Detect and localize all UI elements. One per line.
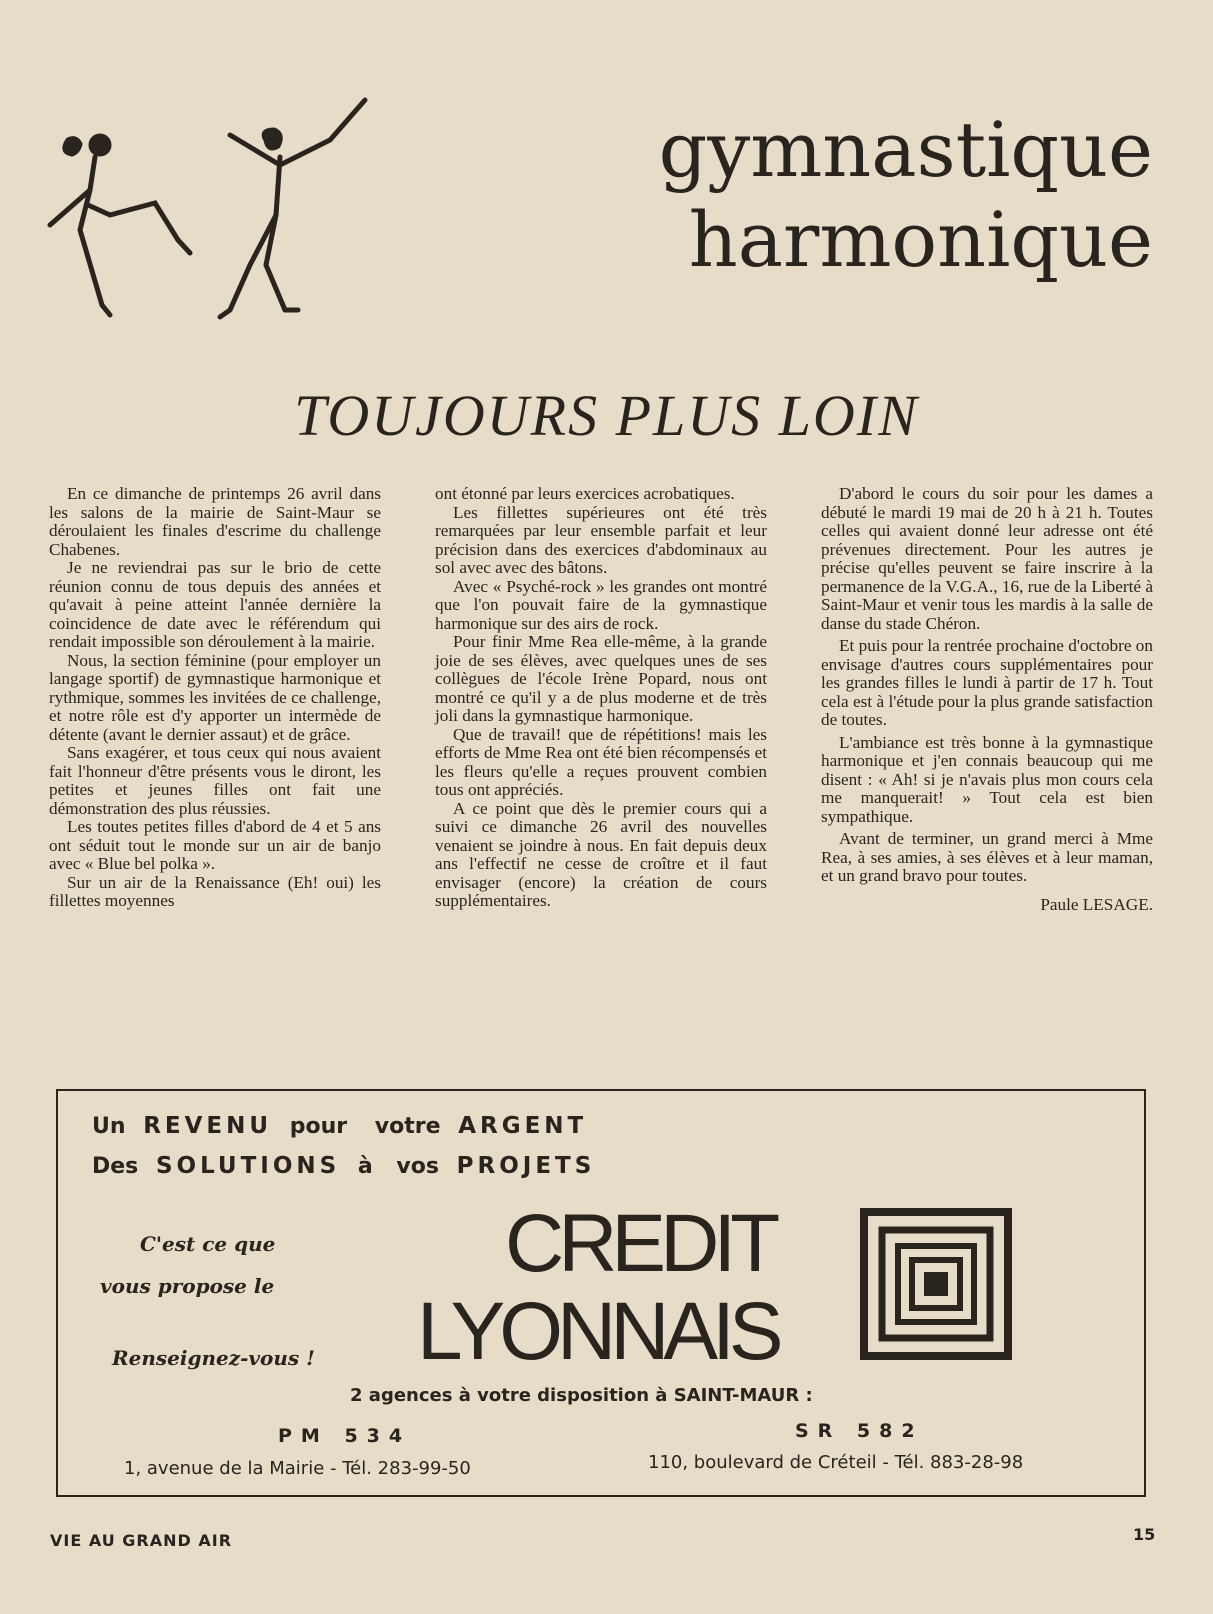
paragraph: En ce dimanche de printemps 26 avril dans les salons de la mairie de Saint-Maur se déroulaient les finales d'escrime du challenge Chabenes. — [49, 484, 381, 559]
paragraph: A ce point que dès le premier cours qui a suivi ce dimanche 26 avril des nouvelles venaient se joindre à nous. En fait depuis deux ans l'effectif ne cesse de croître et il faut envisager (encore) la création de cours supplémentaires. — [435, 798, 767, 910]
ad-word: ARGENT — [458, 1113, 588, 1139]
ad-word: vos — [396, 1154, 439, 1179]
ad-word: PROJETS — [456, 1153, 596, 1179]
branch-1-code: PM 534 — [278, 1425, 412, 1447]
brand-line-1: CREDIT — [505, 1198, 775, 1289]
title-line-2: harmonique — [688, 195, 1153, 284]
article-subtitle: TOUJOURS PLUS LOIN — [294, 383, 919, 448]
ad-border-top — [56, 1089, 1146, 1091]
paragraph: Avant de terminer, un grand merci à Mme Rea, à ses amies, à ses élèves et à leur maman, et un grand bravo pour toutes. — [821, 829, 1153, 885]
article-column-2 — [435, 485, 767, 911]
dancers-illustration — [40, 95, 385, 335]
ad-headline-2 — [92, 1153, 605, 1179]
paragraph: ont étonné par leurs exercices acrobatiques. — [435, 484, 735, 503]
ad-tagline-3: Renseignez-vous ! — [112, 1346, 315, 1370]
paragraph: Pour finir Mme Rea elle-même, à la grande joie de ses élèves, avec quelques unes de ses collègues de l'école Irène Popard, nous ont montré ce qu'il y a de plus moderne et de très joli dans la gymnastique harmonique. — [435, 632, 767, 725]
paragraph: Je ne reviendrai pas sur le brio de cette réunion connu de tous depuis des années et qu'avait à peine atteint l'année dernière la coincidence de date avec le référendum qui rendait impossible son déroulement à la mairie. — [49, 558, 381, 651]
ad-word: REVENU — [143, 1113, 273, 1139]
ad-tagline-2: vous propose le — [100, 1274, 275, 1298]
branch-2-address: 110, boulevard de Créteil - Tél. 883-28-98 — [648, 1452, 1024, 1473]
paragraph: Que de travail! que de répétitions! mais les efforts de Mme Rea ont été bien récompensés et les fleurs qu'elle a reçues prouvent combien tous ont appréciés. — [435, 724, 767, 799]
branch-2-code: SR 582 — [795, 1420, 924, 1442]
ad-tagline-1: C'est ce que — [140, 1232, 276, 1256]
title-line-1: gymnastique — [658, 105, 1153, 194]
ad-headline-1 — [92, 1113, 597, 1139]
paragraph: Sur un air de la Renaissance (Eh! oui) les fillettes moyennes — [49, 872, 381, 910]
author-signature: Paule LESAGE. — [1040, 894, 1153, 914]
article-column-3 — [821, 485, 1153, 914]
paragraph: L'ambiance est très bonne à la gymnastique harmonique et j'en connais beaucoup qui me disent : « Ah! si je n'avais plus mon cours cela me manquerait! » Tout cela est bien sympathique. — [821, 732, 1153, 826]
paragraph: Avec « Psyché-rock » les grandes ont montré que l'on pouvait faire de la gymnastique harmonique sur des airs de rock. — [435, 576, 767, 633]
ad-agencies-line: 2 agences à votre disposition à SAINT-MAUR : — [350, 1385, 813, 1406]
paragraph: Les fillettes supérieures ont été très remarquées par leur ensemble parfait et leur précision dans des exercices d'abdominaux au sol avec avec des bâtons. — [435, 502, 767, 577]
paragraph: Les toutes petites filles d'abord de 4 et 5 ans ont séduit tout le monde sur un air de banjo avec « Blue bel polka ». — [49, 817, 381, 873]
credit-lyonnais-wordmark — [417, 1198, 778, 1377]
article-title — [659, 105, 1153, 285]
paragraph: Nous, la section féminine (pour employer un langage sportif) de gymnastique harmonique et rythmique, sommes les invitées de ce challenge, et notre rôle est d'y apporter un intermède de détente (avant le dernier assaut) et de grâce. — [49, 650, 381, 744]
branch-1-address: 1, avenue de la Mairie - Tél. 283-99-50 — [124, 1458, 471, 1479]
ad-word: SOLUTIONS — [155, 1153, 341, 1179]
paragraph: Et puis pour la rentrée prochaine d'octobre on envisage d'autres cours supplémentaires pour les grandes filles le lundi à partir de 17 h. Tout cela est à l'étude pour la plus grande satisfaction de toutes. — [821, 636, 1153, 729]
ad-word: votre — [374, 1114, 441, 1139]
ad-word: Un — [92, 1114, 126, 1139]
ad-word: pour — [289, 1114, 348, 1139]
credit-lyonnais-logo-icon — [860, 1208, 1012, 1360]
ad-word: à — [357, 1154, 373, 1179]
paragraph: Sans exagérer, et tous ceux qui nous avaient fait l'honneur d'être présents vous le diront, les petites et jeunes filles ont fait une démonstration des plus réussies. — [49, 743, 381, 818]
page-number: 15 — [1133, 1525, 1156, 1544]
ad-word: Des — [92, 1154, 139, 1179]
brand-line-2: LYONNAIS — [417, 1286, 778, 1377]
article-column-1 — [49, 485, 381, 911]
paragraph: D'abord le cours du soir pour les dames a débuté le mardi 19 mai de 20 h à 21 h. Toutes celles qui avaient donné leur adresse ont été prévenues directement. Pour les autres je précise qu'elles peuvent se faire inscrire à la permanence de la V.G.A., 16, rue de la Liberté à Saint-Maur et venir tous les mardis à la salle de danse du stade Chéron. — [821, 484, 1153, 633]
magazine-name: VIE AU GRAND AIR — [50, 1531, 233, 1550]
ad-border-right — [1144, 1089, 1146, 1495]
